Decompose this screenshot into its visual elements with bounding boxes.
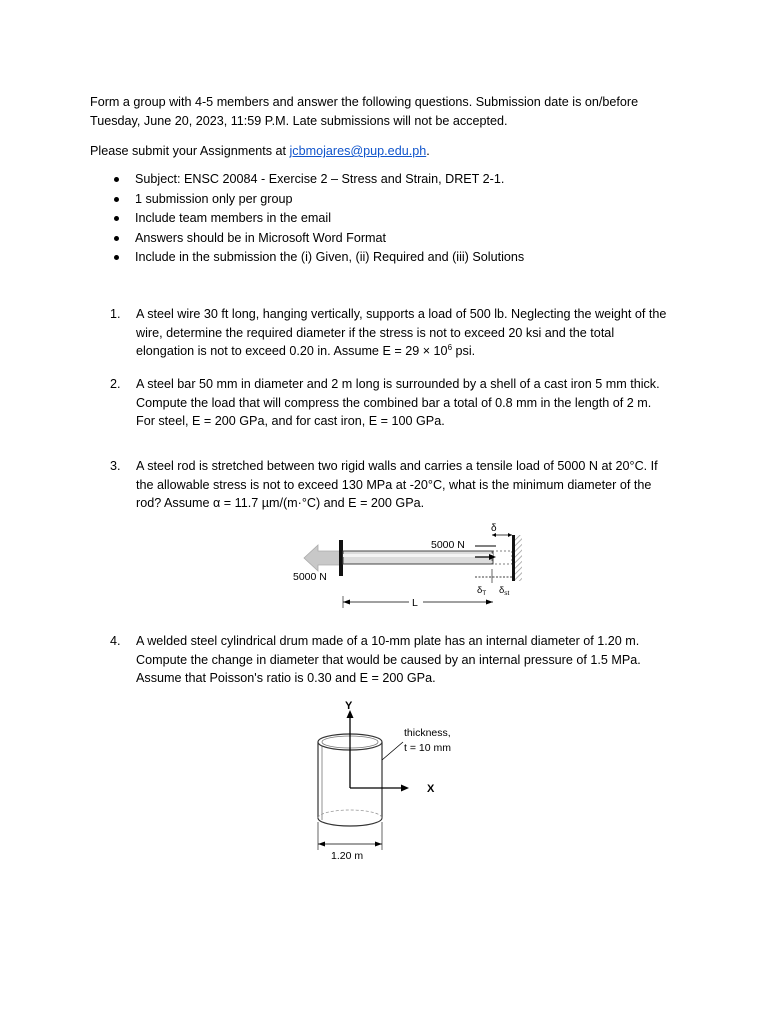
thickness-label-1: thickness,: [404, 727, 451, 739]
bullet-icon: [114, 197, 119, 202]
x-axis-label: X: [427, 783, 435, 795]
question-text: A welded steel cylindrical drum made of a 10-mm plate has an internal diameter of 1.20 m. Compute the change in diameter that would be caused by an internal pressure of 1.5 MPa. Assume that Poisson's ratio is 0.30 and E = 200 GPa.: [136, 634, 641, 685]
bullet-icon: [114, 216, 119, 221]
list-item: Include in the submission the (i) Given, (ii) Required and (iii) Solutions: [110, 248, 670, 268]
list-item: 1 submission only per group: [110, 190, 670, 210]
email-link[interactable]: jcbmojares@pup.edu.ph: [289, 144, 427, 158]
intro-line-1: Form a group with 4-5 members and answer the following questions. Submission date is on/before: [90, 95, 639, 109]
question-text: A steel wire 30 ft long, hanging vertically, supports a load of 500 lb. Neglecting the weight of the wire, determine the required diameter if the stress is not to exceed 20 ksi and the total elongation is not to exceed 0.20 in. Assume $E = 29 \times 10^6$ psi.: [136, 307, 667, 358]
question-number: 3.: [110, 459, 121, 473]
list-item: Answers should be in Microsoft Word Format: [110, 229, 670, 249]
question-text: A steel bar 50 mm in diameter and 2 m long is surrounded by a shell of a cast iron 5 mm thick. Compute the load that will compress the combined bar a total of 0.8 mm in the length of 2 m. For steel, E = 200 GPa, and for cast iron, E = 100 GPa.: [136, 377, 660, 428]
question-number: 2.: [110, 377, 121, 391]
submit-prefix: Please submit your Assignments at: [90, 144, 290, 158]
submit-suffix: .: [426, 144, 430, 158]
diameter-label: 1.20 m: [331, 850, 364, 862]
load-label-top: 5000 N: [431, 539, 465, 551]
question-text: A steel rod is stretched between two rigid walls and carries a tensile load of 5000 N at 20°C. If the allowable stress is not to exceed 130 MPa at -20°C, what is the minimum diameter of the rod? Assume α = 11.7 µm/(m·°C) and E = 200 GPa.: [136, 459, 658, 510]
rod: [343, 551, 493, 564]
length-label: L: [412, 597, 418, 609]
left-plate: [339, 540, 343, 576]
bullet-icon: [114, 236, 119, 241]
submit-paragraph: [90, 142, 690, 161]
delta-label: δ: [491, 523, 497, 534]
y-axis-label: Y: [345, 700, 353, 712]
gap-region: [492, 551, 512, 564]
question-number: 4.: [110, 634, 121, 648]
intro-paragraph: [90, 93, 690, 130]
bullet-icon: [114, 255, 119, 260]
exponent: 6: [447, 342, 453, 352]
delta-st-label: $\delta_{st}$: [499, 585, 510, 597]
intro-line-2: Tuesday, June 20, 2023, 11:59 P.M. Late submissions will not be accepted.: [90, 113, 508, 128]
question-number: 1.: [110, 307, 121, 321]
bullet-icon: [114, 177, 119, 182]
list-item: Subject: ENSC 20084 - Exercise 2 – Stress and Strain, DRET 2-1.: [110, 170, 670, 190]
drum-diagram: [300, 700, 500, 865]
right-wall: [514, 535, 522, 581]
delta-t-label: $\delta_T$: [477, 585, 487, 597]
instructions-list: [110, 170, 670, 268]
thickness-label-2: t = 10 mm: [404, 742, 451, 754]
rod-diagram: [270, 513, 540, 613]
list-item: Include team members in the email: [110, 209, 670, 229]
load-label-left: 5000 N: [293, 571, 327, 583]
left-load-arrow: [304, 545, 340, 571]
